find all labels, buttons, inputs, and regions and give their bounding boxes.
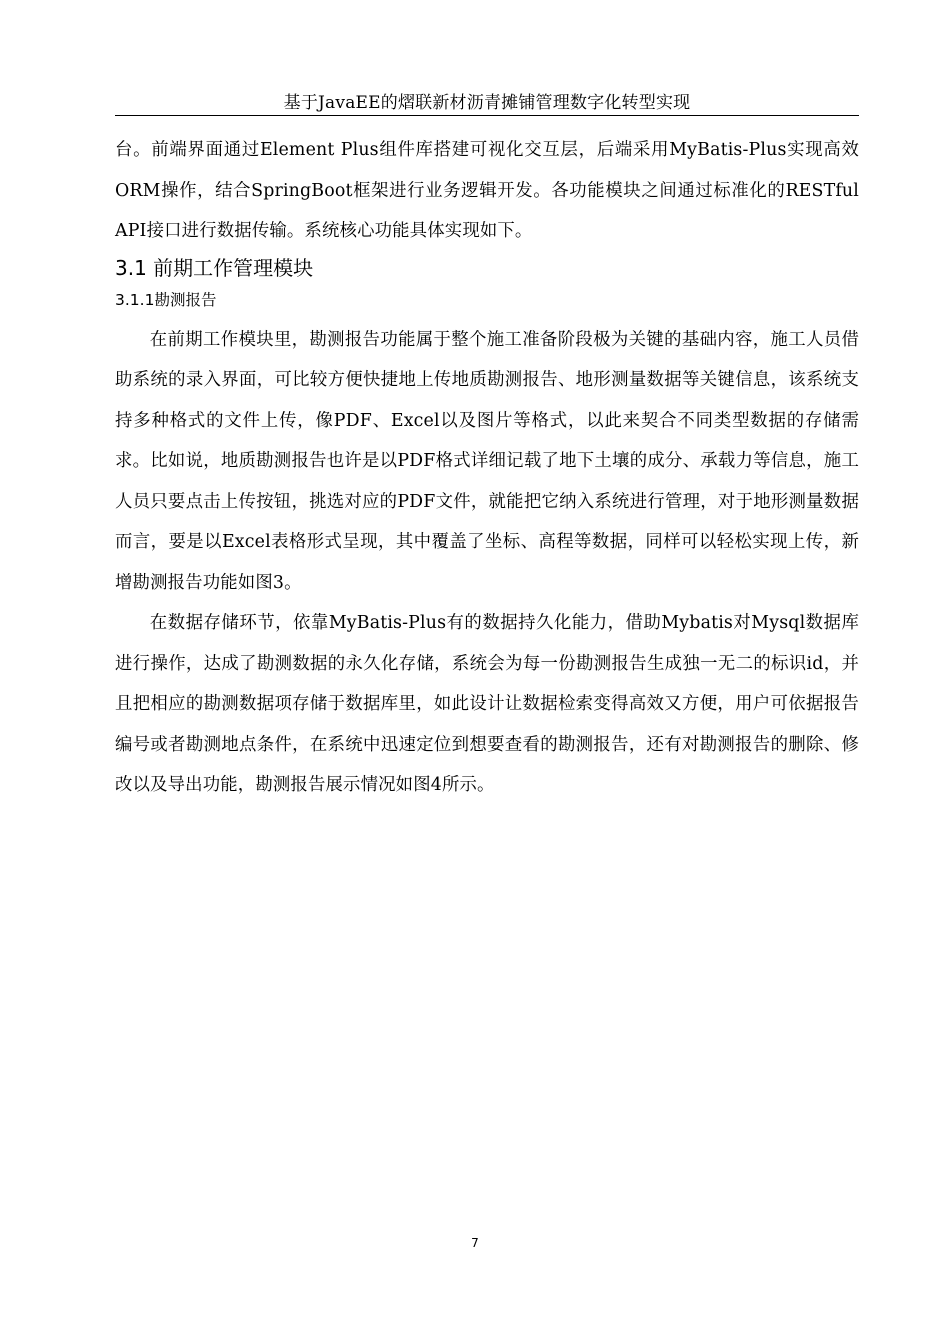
body-paragraph: 在前期工作模块里，勘测报告功能属于整个施工准备阶段极为关键的基础内容，施工人员借助系统的录入界面，可比较方便快捷地上传地质勘测报告、地形测量数据等关键信息，该系统支持多种格式的文件上传，像PDF、Excel以及图片等格式，以此来契合不同类型数据的存储需求。比如说，地质勘测报告也许是以PDF格式详细记载了地下土壤的成分、承载力等信息，施工人员只要点击上传按钮，挑选对应的PDF文件，就能把它纳入系统进行管理，对于地形测量数据而言，要是以Excel表格形式呈现，其中覆盖了坐标、高程等数据，同样可以轻松实现上传，新增勘测报告功能如图3。 bbox=[115, 329, 859, 593]
running-header: 基于JavaEE的熠联新材沥青摊铺管理数字化转型实现 bbox=[283, 93, 691, 113]
page-number: 7 bbox=[471, 1236, 479, 1250]
body-paragraph: 在数据存储环节，依靠MyBatis-Plus有的数据持久化能力，借助Mybatis对Mysql数据库进行操作，达成了勘测数据的永久化存储，系统会为每一份勘测报告生成独一无二的标识id，并且把相应的勘测数据项存储于数据库里，如此设计让数据检索变得高效又方便，用户可依据报告编号或者勘测地点条件，在系统中迅速定位到想要查看的勘测报告，还有对勘测报告的删除、修改以及导出功能，勘测报告展示情况如图4所示。 bbox=[115, 613, 859, 795]
section-heading: 3.1 前期工作管理模块 bbox=[115, 255, 314, 280]
main-content bbox=[115, 130, 859, 806]
header-rule bbox=[115, 115, 859, 116]
intro-paragraph: 台。前端界面通过Element Plus组件库搭建可视化交互层，后端采用MyBatis-Plus实现高效ORM操作，结合SpringBoot框架进行业务逻辑开发。各功能模块之间通过标准化的RESTful API接口进行数据传输。系统核心功能具体实现如下。 bbox=[115, 140, 859, 241]
subsection-heading: 3.1.1勘测报告 bbox=[115, 290, 217, 309]
